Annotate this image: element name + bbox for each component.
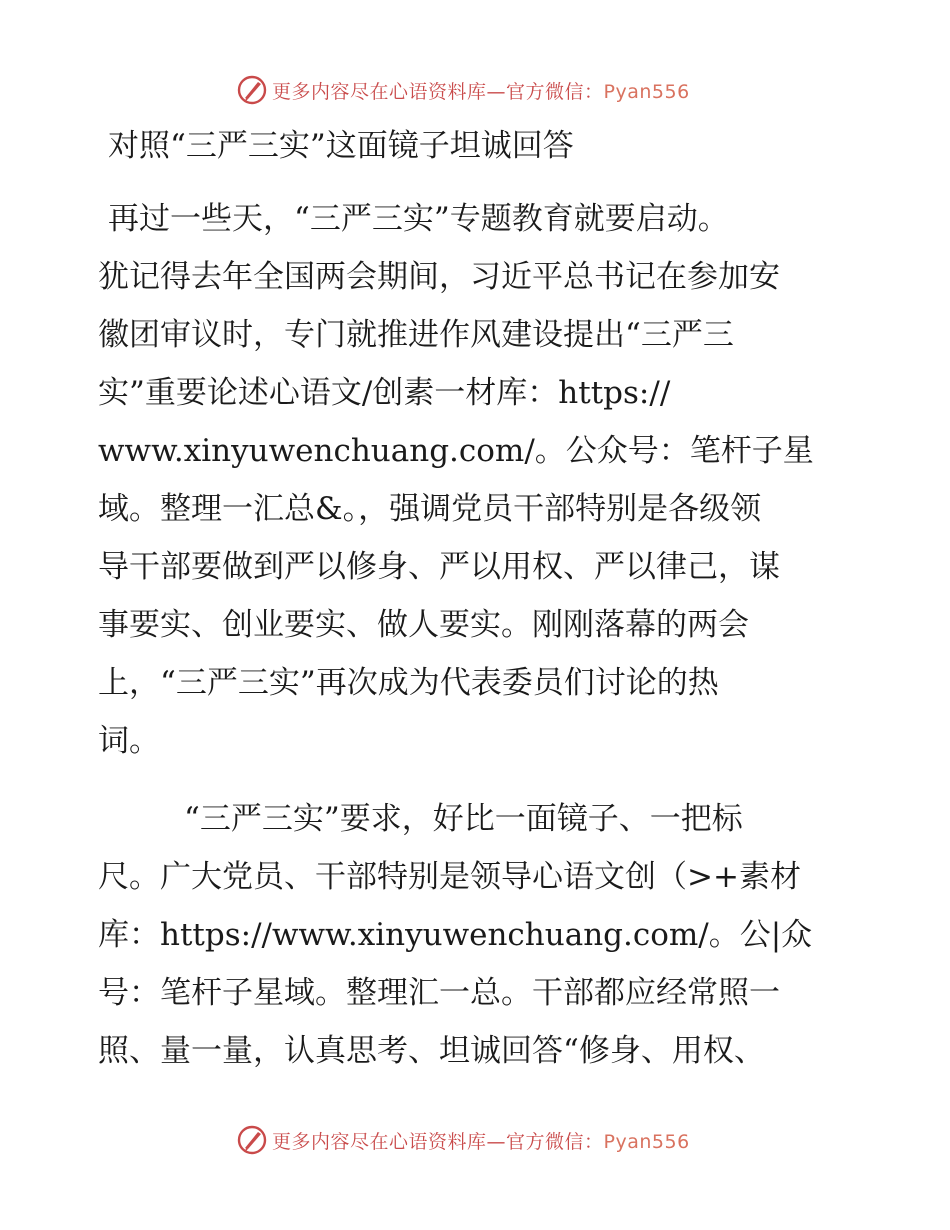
watermark-contact-id: Pyan556 xyxy=(603,80,690,103)
paragraph-1 xyxy=(98,190,858,770)
text-line: 徽团审议时，专门就推进作风建设提出“三严三 xyxy=(98,317,734,353)
text-line: 犹记得去年全国两会期间，习近平总书记在参加安 xyxy=(98,259,780,295)
quill-pen-circle-logo xyxy=(236,1124,268,1156)
watermark-brand-text: 更多内容尽在心语资料库 xyxy=(272,80,487,103)
text-line: 实”重要论述心语文/创素一材库：https:// xyxy=(98,375,671,411)
text-line: 域。整理一汇总&。，强调党员干部特别是各级领 xyxy=(98,491,762,527)
text-line: 词。 xyxy=(98,723,160,759)
text-line: 照、量一量，认真思考、坦诚回答“修身、用权、 xyxy=(98,1033,765,1069)
text-line: 导干部要做到严以修身、严以用权、严以律己，谋 xyxy=(98,549,780,585)
text-line: 再过一些天，“三严三实”专题教育就要启动。 xyxy=(108,201,729,237)
watermark-contact-prefix: —官方微信： xyxy=(486,1130,604,1153)
header-watermark xyxy=(236,72,690,108)
text-line: 号：笔杆子星域。整理汇一总。干部都应经常照一 xyxy=(98,975,780,1011)
text-line: 上，“三严三实”再次成为代表委员们讨论的热 xyxy=(98,665,719,701)
document-title: 对照“三严三实”这面镜子坦诚回答 xyxy=(108,128,574,164)
watermark-contact-id: Pyan556 xyxy=(603,1130,690,1153)
text-line: www.xinyuwenchuang.com/。公众号：笔杆子星 xyxy=(98,433,814,469)
paragraph-2 xyxy=(98,790,858,1080)
text-line: 尺。广大党员、干部特别是领导心语文创（>+素材 xyxy=(98,859,801,895)
watermark-brand-text: 更多内容尽在心语资料库 xyxy=(272,1130,487,1153)
watermark-contact-prefix: —官方微信： xyxy=(486,80,604,103)
text-line: 事要实、创业要实、做人要实。刚刚落幕的两会 xyxy=(98,607,749,643)
footer-watermark xyxy=(236,1122,690,1158)
quill-pen-circle-logo xyxy=(236,74,268,106)
text-line: 库：https://www.xinyuwenchuang.com/。公|众 xyxy=(98,917,813,953)
text-line: “三严三实”要求，好比一面镜子、一把标 xyxy=(184,801,743,837)
